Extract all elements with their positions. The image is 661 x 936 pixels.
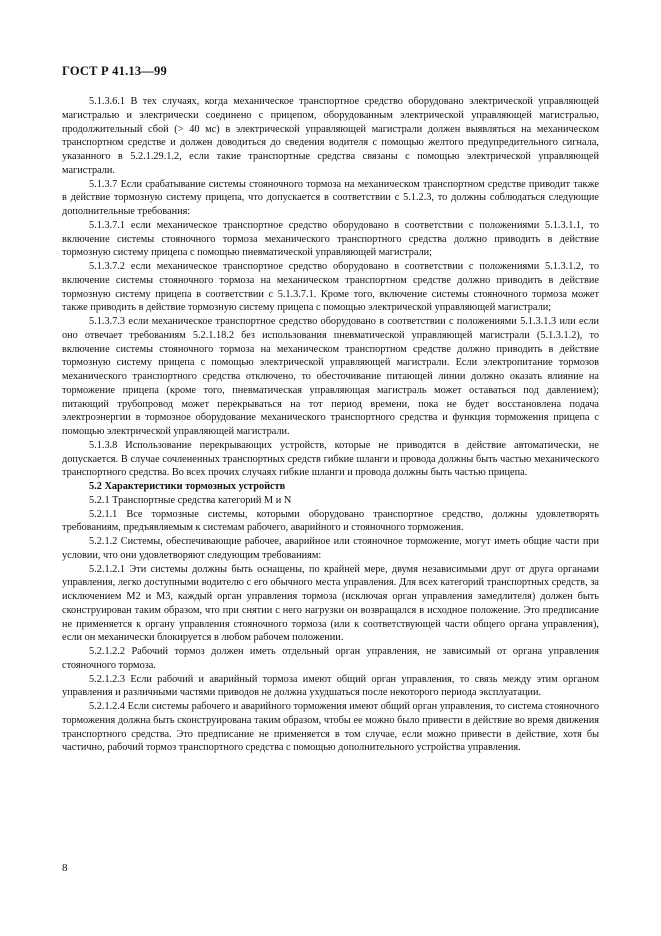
paragraph-5-1-3-7-1: 5.1.3.7.1 если механическое транспортное средство оборудовано в соответствии с положениями 5.1.3.1.1, то включение системы стояночного тормоза механического транспортного средства должно приводить в действие тормозную систему прицепа с помощью пневматической управляющей магистрали; — [62, 219, 599, 259]
paragraph-5-1-3-7-3: 5.1.3.7.3 если механическое транспортное средство оборудовано в соответствии с положениями 5.1.3.1.3 или если оно отвечает требованиям 5.2.1.18.2 без использования пневматической управляющей магистрали (5.1.3.1.2), то включение системы стояночного тормоза на механическом транспортном средстве должно приводить в действие тормозную систему прицепа с помощью электрической управляющей магистрали. Если электропитание тормозов механического транспортного средства отключено, то обесточивание питающей линии должно оказать влияние на торможение прицепа (кроме того, пневматическая управляющая магистраль может оставаться под давлением); питающий трубопровод может перекрываться на тот период времени, пока не будет восстановлена подача электроэнергии в тормозное оборудование механического транспортного средства и функция торможения прицепа с помощью электрической управляющей магистрали. — [62, 316, 599, 437]
document-body — [62, 95, 599, 755]
paragraph-5-2-1-2-3: 5.2.1.2.3 Если рабочий и аварийный тормоза имеют общий орган управления, то связь между этим органом управления и различными частями приводов не должна ухудшаться после некоторого периода эксплуатации. — [62, 673, 599, 699]
paragraph-5-1-3-8: 5.1.3.8 Использование перекрывающих устройств, которые не приводятся в действие автоматически, не допускается. В случае сочлененных транспортных средств гибкие шланги и провода должны быть частью механического транспортного средства. Во всех прочих случаях гибкие шланги и провода должны быть частью прицепа. — [62, 439, 599, 479]
standard-header: ГОСТ Р 41.13—99 — [62, 64, 167, 78]
subsection-heading-5-2-1: 5.2.1 Транспортные средства категорий М и N — [89, 494, 292, 506]
page-number: 8 — [62, 862, 68, 874]
paragraph-5-2-1-1: 5.2.1.1 Все тормозные системы, которыми оборудовано транспортное средство, должны удовлетворять требованиям, предъявляемым к системам рабочего, аварийного и стояночного торможения. — [62, 508, 599, 534]
paragraph-5-2-1-2: 5.2.1.2 Системы, обеспечивающие рабочее, аварийное или стояночное торможение, могут иметь общие части при условии, что они удовлетворяют следующим требованиям: — [62, 536, 599, 561]
paragraph-5-2-1-2-4: 5.2.1.2.4 Если системы рабочего и аварийного торможения имеют общий орган управления, то система стояночного торможения должна быть сконструирована таким образом, чтобы ее можно было привести в действие во время движения транспортного средства. Это предписание не применяется в том случае, если можно привести в действие, хотя бы частично, рабочий тормоз транспортного средства с помощью дополнительного устройства управления. — [62, 701, 599, 754]
paragraph-5-1-3-7-2: 5.1.3.7.2 если механическое транспортное средство оборудовано в соответствии с положениями 5.1.3.1.2, то включение системы стояночного тормоза на механическом транспортном средстве должно приводить в действие тормозную систему прицепа в соответствии с 5.1.3.7.1. Кроме того, включение системы стояночного тормоза может также приводить в действие тормозную систему прицепа с помощью электрической управляющей магистрали; — [62, 261, 599, 314]
paragraph-5-2-1-2-1: 5.2.1.2.1 Эти системы должны быть оснащены, по крайней мере, двумя независимыми друг от друга органами управления, легко доступными водителю с его обычного места управления. Для всех категорий транспортных средств, за исключением М2 и М3, каждый орган управления тормоза (исключая орган управления замедлителя) должен быть сконструирован таким образом, что при снятии с него нагрузки он возвращался в исходное положение. Это предписание не применяется к органу управления стояночного тормоза (или к соответствующей части общего органа управления), если он механически блокируется в любом рабочем положении. — [62, 563, 599, 644]
paragraph-5-1-3-6-1: 5.1.3.6.1 В тех случаях, когда механическое транспортное средство оборудовано электрической управляющей магистралью и электрически соединено с прицепом, оборудованным электрической управляющей магистралью, продолжительный сбой (> 40 мс) в электрической управляющей магистрали должен выявляться на механическом транспортном средстве и должен доводиться до сведения водителя с помощью желтого предупредительного сигнала, указанного в 5.2.1.29.1.2, если такие транспортные средства связаны с помощью электрической управляющей магистрали. — [62, 96, 599, 176]
section-heading-5-2: 5.2 Характеристики тормозных устройств — [89, 481, 286, 492]
paragraph-5-1-3-7: 5.1.3.7 Если срабатывание системы стояночного тормоза на механическом транспортном средстве приводит также в действие тормозную систему прицепа, что допускается в соответствии с 5.1.2.3, то должны соблюдаться следующие дополнительные требования: — [62, 178, 599, 217]
paragraph-5-2-1-2-2: 5.2.1.2.2 Рабочий тормоз должен иметь отдельный орган управления, не зависимый от органа управления стояночного тормоза. — [62, 646, 599, 671]
